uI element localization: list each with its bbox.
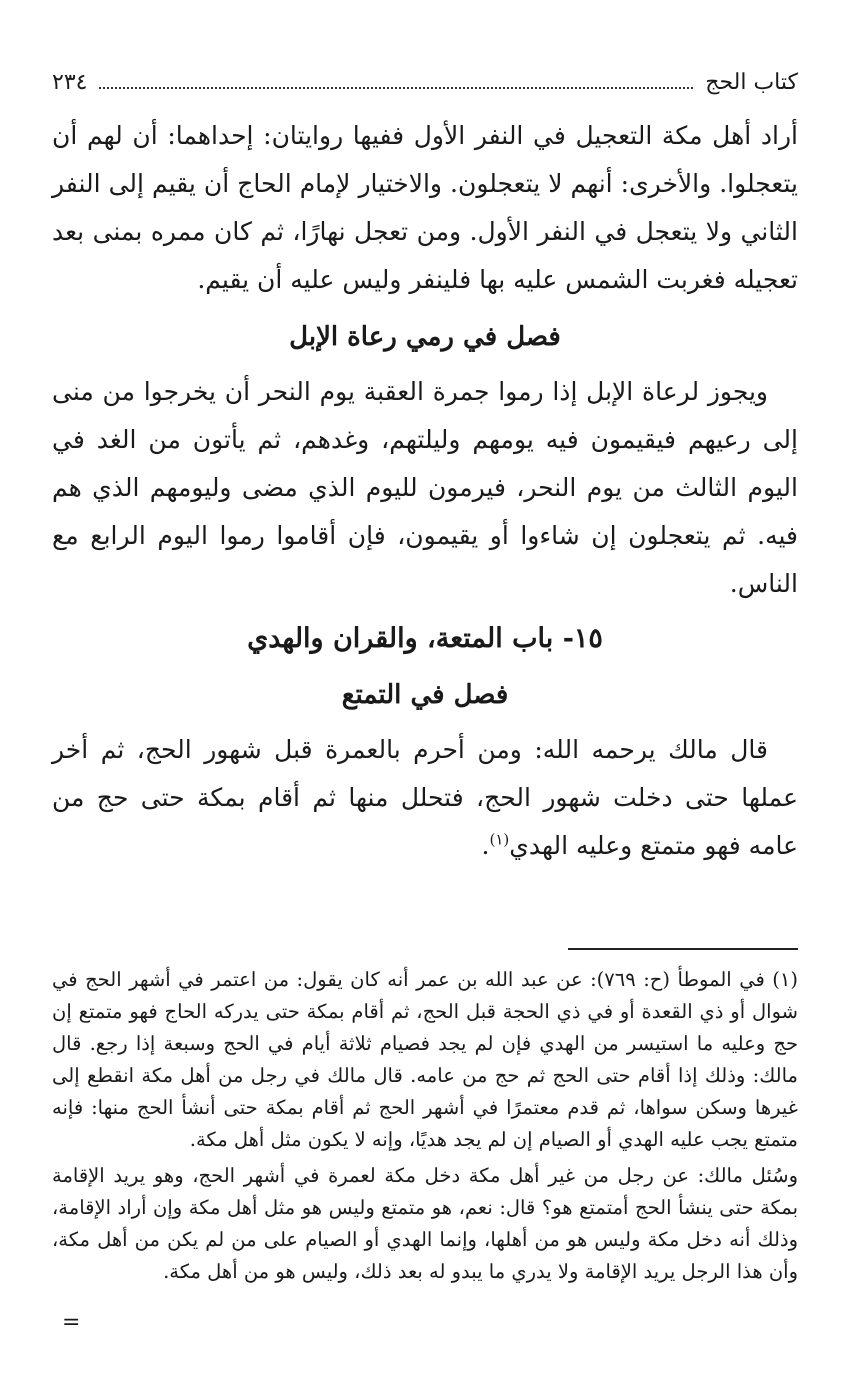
paragraph-3 bbox=[52, 726, 798, 870]
section-heading-camel-herders: فصل في رمي رعاة الإبل bbox=[289, 322, 561, 352]
footnote-ref[interactable]: (١) bbox=[489, 830, 510, 849]
page-number: ٢٣٤ bbox=[52, 70, 88, 95]
leader-dots bbox=[99, 73, 693, 89]
footnote-separator bbox=[568, 948, 798, 950]
paragraph-3-end: . bbox=[481, 831, 490, 860]
footnote-1: (١) في الموطأ (ح: ٧٦٩): عن عبد الله بن عمر أنه كان يقول: من اعتمر في أشهر الحج في شوال أو ذي القعدة أو في ذي الحجة قبل الحج، ثم أقام بمكة حتى يدركه الحاج فهو متمتع إن حج وعليه ما استيسر من الهدي فإن لم يجد فصيام ثلاثة أيام في الحج وسبعة إذا رجع. قال مالك: وذلك إذا أقام حتى الحج ثم حج من عامه. قال مالك في رجل من أهل مكة انقطع إلى غيرها وسكن سواها، ثم قدم معتمرًا في أشهر الحج ثم أقام بمكة حتى أنشأ الحج منها: فإنه متمتع يجب عليه الهدي أو الصيام إن لم يجد هديًا، وإنه لا يكون مثل أهل مكة. bbox=[52, 968, 799, 1151]
footnote-rule-wrap bbox=[52, 870, 798, 964]
running-header bbox=[52, 70, 798, 104]
continuation-mark: = bbox=[62, 1310, 81, 1335]
paragraph-3-text: قال مالك يرحمه الله: ومن أحرم بالعمرة قبل شهور الحج، ثم أخر عملها حتى دخلت شهور الحج، فتحلل منها ثم أقام بمكة حتى حج من عامه فهو متمتع وعليه الهدي bbox=[52, 735, 798, 860]
chapter-heading: ١٥- باب المتعة، والقران والهدي bbox=[247, 623, 603, 654]
paragraph-2: ويجوز لرعاة الإبل إذا رموا جمرة العقبة يوم النحر أن يخرجوا من منى إلى رعيهم فيقيمون فيه يومهم وليلتهم، وغدهم، ثم يأتون من الغد في اليوم الثالث من يوم النحر، فيرمون لليوم الذي مضى وليومهم الذي هم فيه. ثم يتعجلون إن شاءوا أو يقيمون، فإن أقاموا رموا اليوم الرابع مع الناس. bbox=[52, 377, 798, 598]
footnote-2: وسُئل مالك: عن رجل من غير أهل مكة دخل مكة لعمرة في أشهر الحج، وهو يريد الإقامة بمكة حتى ينشأ الحج أمتمتع هو؟ قال: نعم، هو متمتع وليس هو مثل أهل مكة وإن أراد الإقامة، وذلك أنه دخل مكة وليس هو من أهلها، وإنما الهدي أو الصيام على من لم يكن من أهل مكة، وأن هذا الرجل يريد الإقامة ولا يدري ما يبدو له بعد ذلك، وليس هو من أهل مكة. bbox=[52, 1164, 798, 1283]
book-title: كتاب الحج bbox=[705, 70, 798, 95]
paragraph-1: أراد أهل مكة التعجيل في النفر الأول ففيها روايتان: إحداهما: أن لهم أن يتعجلوا. والأخرى: أنهم لا يتعجلون. والاختيار لإمام الحاج أن يقيم إلى النفر الثاني ولا يتعجل في النفر الأول. ومن تعجل نهارًا، ثم كان ممره بمنى بعد تعجيله فغربت الشمس عليه بها فلينفر وليس عليه أن يقيم. bbox=[52, 121, 798, 294]
section-heading-tamattu: فصل في التمتع bbox=[341, 680, 509, 710]
